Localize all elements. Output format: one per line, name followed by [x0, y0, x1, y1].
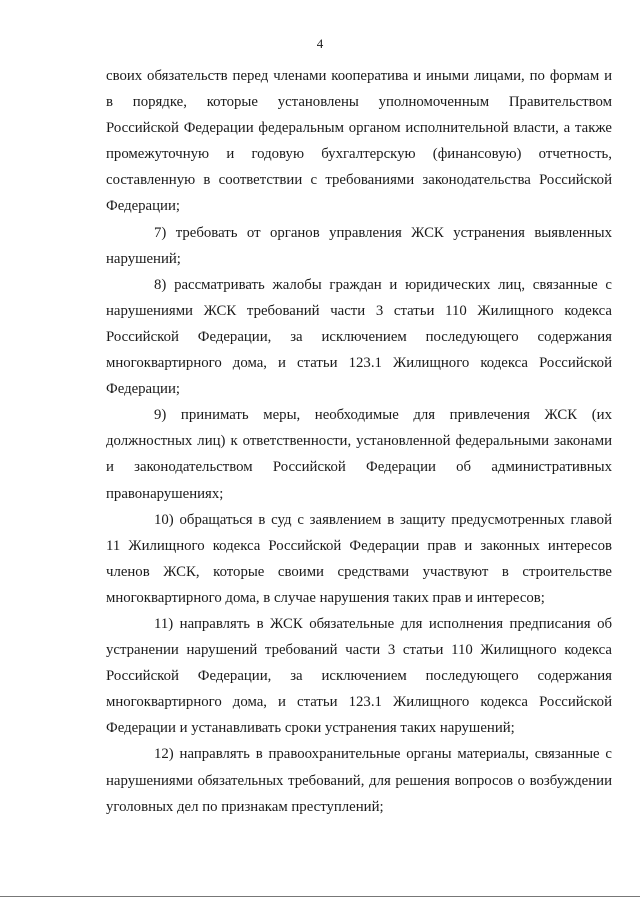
- text-line: в порядке, которые установлены уполномоченным Правительством: [106, 94, 612, 111]
- text-line: Федерации и устанавливать сроки устранения таких нарушений;: [106, 720, 515, 737]
- document-body: [106, 63, 612, 820]
- text-line: должностных лиц) к ответственности, установленной федеральными законами: [106, 433, 612, 450]
- list-item-12-line: 12) направлять в правоохранительные органы материалы, связанные с: [154, 746, 612, 763]
- text-line: Федерации;: [106, 381, 180, 398]
- text-line: нарушениями обязательных требований, для решения вопросов о возбуждении: [106, 772, 612, 789]
- text-line: своих обязательств перед членами кооператива и иными лицами, по формам и: [106, 68, 612, 84]
- text-line: уголовных дел по признакам преступлений;: [106, 798, 384, 815]
- text-line: Российской Федерации, за исключением последующего содержания: [106, 328, 612, 345]
- list-item-11-line: 11) направлять в ЖСК обязательные для исполнения предписания об: [154, 615, 612, 632]
- text-line: 11 Жилищного кодекса Российской Федерации прав и законных интересов: [106, 537, 612, 554]
- list-item-8-line: 8) рассматривать жалобы граждан и юридических лиц, связанные с: [154, 276, 612, 293]
- page-number: 4: [316, 36, 324, 51]
- text-line: промежуточную и годовую бухгалтерскую (финансовую) отчетность,: [106, 146, 612, 163]
- text-line: нарушений;: [106, 250, 181, 267]
- text-line: Федерации;: [106, 198, 180, 215]
- list-item-7-line: 7) требовать от органов управления ЖСК устранения выявленных: [154, 224, 612, 241]
- text-line: правонарушениях;: [106, 485, 224, 502]
- text-line: Российской Федерации федеральным органом исполнительной власти, а также: [106, 120, 612, 137]
- list-item-9-line: 9) принимать меры, необходимые для привлечения ЖСК (их: [154, 407, 612, 424]
- page-bottom-rule: [0, 896, 640, 897]
- text-line: Российской Федерации, за исключением последующего содержания: [106, 668, 612, 685]
- list-item-10-line: 10) обращаться в суд с заявлением в защиту предусмотренных главой: [154, 511, 612, 528]
- text-line: составленную в соответствии с требованиями законодательства Российской: [106, 172, 612, 189]
- text-line: членов ЖСК, которые своими средствами участвуют в строительстве: [106, 563, 612, 580]
- text-line: многоквартирного дома, и статьи 123.1 Жилищного кодекса Российской: [106, 694, 612, 711]
- text-line: устранении нарушений требований части 3 статьи 110 Жилищного кодекса: [106, 642, 612, 659]
- text-line: многоквартирного дома, и статьи 123.1 Жилищного кодекса Российской: [106, 355, 612, 372]
- text-line: нарушениями ЖСК требований части 3 статьи 110 Жилищного кодекса: [106, 302, 612, 319]
- text-line: многоквартирного дома, в случае нарушения таких прав и интересов;: [106, 589, 545, 606]
- text-line: и законодательством Российской Федерации об административных: [106, 459, 612, 476]
